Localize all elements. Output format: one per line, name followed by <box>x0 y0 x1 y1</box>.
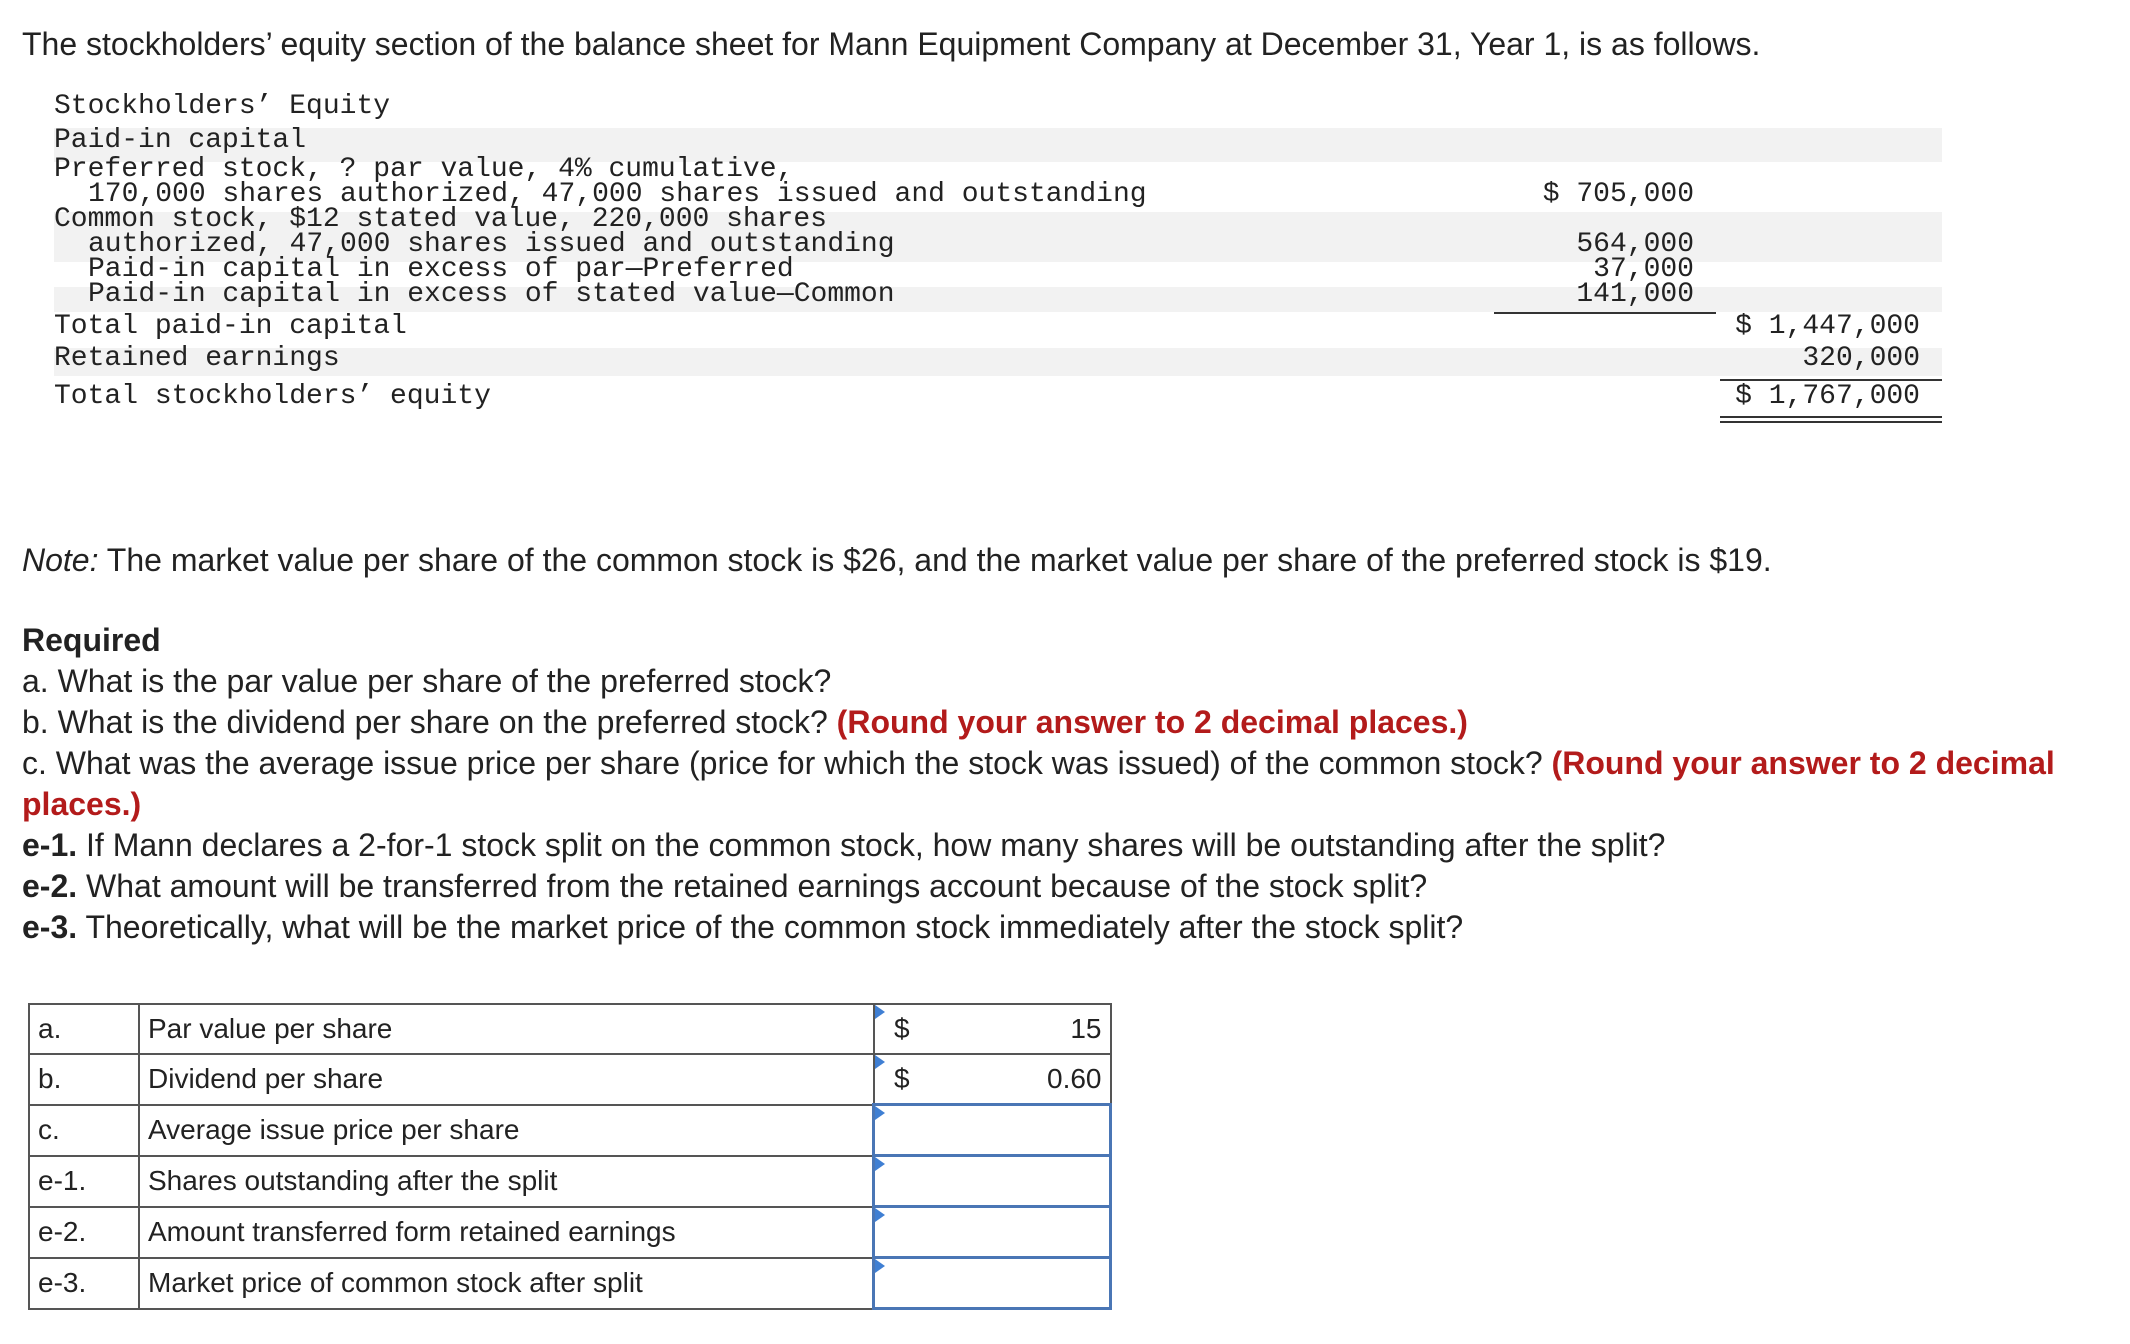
answer-description: Dividend per share <box>139 1054 874 1105</box>
double-underline <box>1720 416 1942 423</box>
question-b-text: b. What is the dividend per share on the preferred stock? <box>22 704 837 740</box>
answer-input-dividend[interactable]: 0.60 <box>929 1054 1111 1105</box>
answer-label: b. <box>29 1054 139 1105</box>
answer-row <box>29 1105 1111 1156</box>
answer-label: e-1. <box>29 1156 139 1207</box>
question-e1-label: e-1. <box>22 827 78 863</box>
retained-earnings-label: Retained earnings <box>54 343 340 374</box>
pic-common-row <box>54 279 1942 312</box>
required-heading: Required <box>22 622 161 658</box>
note-text <box>22 538 1772 582</box>
question-e3-text: Theoretically, what will be the market price of the common stock immediately after the stock split? <box>77 909 1464 945</box>
preferred-amount: $ 705,000 <box>1542 179 1694 210</box>
paid-in-capital-label: Paid-in capital <box>54 125 307 156</box>
answer-description: Shares outstanding after the split <box>139 1156 874 1207</box>
pic-preferred-amount: 37,000 <box>1593 254 1694 285</box>
retained-earnings-row <box>54 343 1942 376</box>
common-amount: 564,000 <box>1576 229 1694 260</box>
pic-common-amount: 141,000 <box>1576 279 1694 310</box>
dollar-sign: $ <box>893 1063 910 1094</box>
total-paid-in-label: Total paid-in capital <box>54 311 407 342</box>
answer-label: a. <box>29 1004 139 1054</box>
answer-row <box>29 1258 1111 1309</box>
pic-preferred-label: Paid-in capital in excess of par—Preferred <box>88 254 794 285</box>
input-marker-icon <box>875 1055 885 1069</box>
answer-input-amount-transferred[interactable] <box>929 1207 1111 1258</box>
question-e2-label: e-2. <box>22 868 78 904</box>
answer-row <box>29 1207 1111 1258</box>
input-marker-icon <box>875 1157 885 1171</box>
total-equity-row <box>54 376 1942 420</box>
answer-label: c. <box>29 1105 139 1156</box>
note-prefix: Note: <box>22 542 99 578</box>
answer-dollar-cell[interactable] <box>874 1258 930 1309</box>
answer-description: Par value per share <box>139 1004 874 1054</box>
input-marker-icon <box>875 1106 885 1120</box>
answer-input-shares-outstanding[interactable] <box>929 1156 1111 1207</box>
total-equity-amount: $ 1,767,000 <box>1735 381 1920 412</box>
answer-input-par-value[interactable]: 15 <box>929 1004 1111 1054</box>
question-c <box>22 743 2112 825</box>
note-body: The market value per share of the common stock is $26, and the market value per share of the preferred stock is $19. <box>98 542 1772 578</box>
dollar-sign: $ <box>893 1013 910 1044</box>
answer-row <box>29 1004 1111 1054</box>
required-section <box>22 620 2112 948</box>
common-label-1: Common stock, $12 stated value, 220,000 shares <box>54 204 827 235</box>
question-b-rounding: (Round your answer to 2 decimal places.) <box>836 704 1468 740</box>
question-e1-text: If Mann declares a 2-for-1 stock split on the common stock, how many shares will be outstanding after the split? <box>77 827 1666 863</box>
answer-row <box>29 1156 1111 1207</box>
question-e2 <box>22 866 2112 907</box>
answer-table <box>28 1003 1112 1310</box>
answer-description: Market price of common stock after split <box>139 1258 874 1309</box>
input-marker-icon <box>875 1208 885 1222</box>
answer-row <box>29 1054 1111 1105</box>
question-c-text: c. What was the average issue price per share (price for which the stock was issued) of the common stock? <box>22 745 1552 781</box>
question-e2-text: What amount will be transferred from the retained earnings account because of the stock split? <box>77 868 1428 904</box>
question-c-rounding: (Round your answer to 2 decimal places.) <box>22 745 2055 822</box>
input-marker-icon <box>875 1005 885 1019</box>
answer-input-market-price[interactable] <box>929 1258 1111 1309</box>
answer-dollar-cell[interactable] <box>874 1004 930 1054</box>
stockholders-equity-section <box>54 91 1942 420</box>
question-a: a. What is the par value per share of the preferred stock? <box>22 663 832 699</box>
question-b <box>22 702 2112 743</box>
answer-label: e-2. <box>29 1207 139 1258</box>
answer-dollar-cell[interactable] <box>874 1054 930 1105</box>
common-label-2: authorized, 47,000 shares issued and outstanding <box>88 229 895 260</box>
answer-description: Average issue price per share <box>139 1105 874 1156</box>
question-e1 <box>22 825 2112 866</box>
answer-input-avg-issue-price[interactable] <box>929 1105 1111 1156</box>
total-paid-in-amount: $ 1,447,000 <box>1735 311 1920 342</box>
retained-earnings-amount: 320,000 <box>1802 343 1920 374</box>
answer-label: e-3. <box>29 1258 139 1309</box>
answer-dollar-cell[interactable] <box>874 1105 930 1156</box>
total-equity-label: Total stockholders’ equity <box>54 381 491 412</box>
answer-description: Amount transferred form retained earnings <box>139 1207 874 1258</box>
question-e3 <box>22 907 2112 948</box>
equity-title: Stockholders’ Equity <box>54 91 391 122</box>
question-e3-label: e-3. <box>22 909 78 945</box>
preferred-label-1: Preferred stock, ? par value, 4% cumulative, <box>54 154 794 185</box>
input-marker-icon <box>875 1259 885 1273</box>
intro-text: The stockholders’ equity section of the balance sheet for Mann Equipment Company at December 31, Year 1, is as follows. <box>22 26 1761 62</box>
answer-dollar-cell[interactable] <box>874 1207 930 1258</box>
pic-common-label: Paid-in capital in excess of stated value—Common <box>88 279 895 310</box>
answer-dollar-cell[interactable] <box>874 1156 930 1207</box>
preferred-label-2: 170,000 shares authorized, 47,000 shares issued and outstanding <box>88 179 1147 210</box>
